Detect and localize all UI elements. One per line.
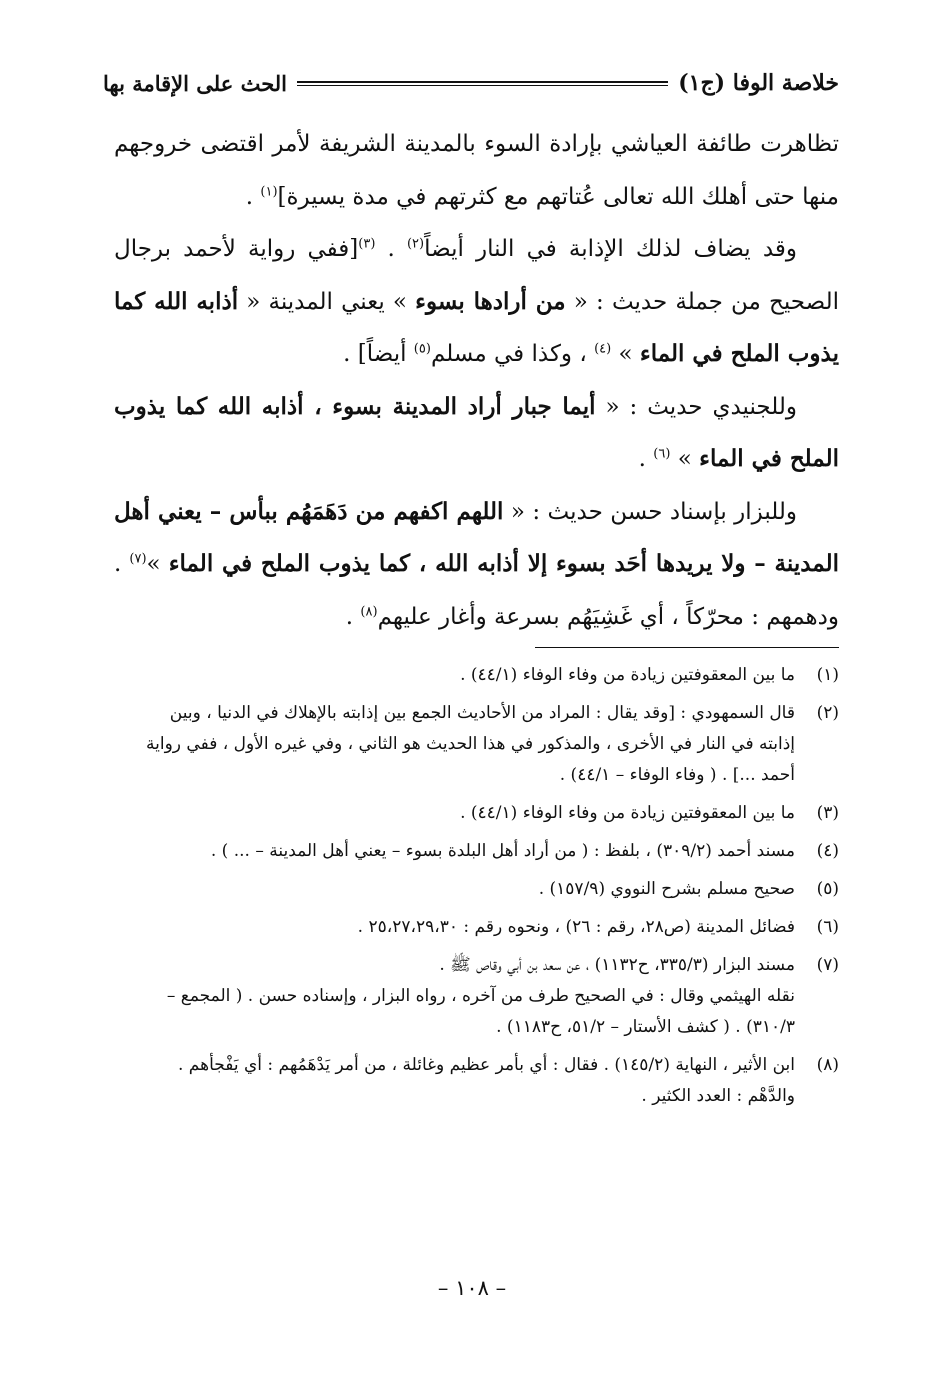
page-number: – ١٠٨ – — [437, 1276, 507, 1300]
footnote-text: نقله الهيثمي وقال : في الصحيح طرف من آخره ، رواه البزار ، وإسناده حسن . ( المجمع – — [166, 986, 795, 1006]
footnote-text: فضائل المدينة (ص٢٨، رقم : ٢٦) ، ونحوه رقم : ٢٥،٢٧،٢٩،٣٠ . — [357, 917, 795, 937]
footnote-ref: (٥) — [413, 341, 431, 357]
footnote — [108, 798, 839, 829]
footnote-ref: (٨) — [360, 603, 378, 619]
footnote-number: (٣) — [816, 803, 839, 823]
footnote-separator — [535, 647, 839, 648]
footnote — [108, 912, 839, 943]
footnote-number: (٧) — [816, 955, 839, 975]
footnote-ref: (٧) — [129, 551, 147, 567]
footnote-text: مسند أحمد (٣٠٩/٢) ، بلفظ : ( من أراد أهل البلدة بسوء – يعني أهل المدينة – ... ) . — [210, 841, 795, 861]
footnote — [108, 950, 839, 1043]
footnote — [108, 874, 839, 905]
footnote-ref: (٢) — [406, 236, 425, 252]
header-rule — [297, 81, 668, 86]
footnote-number: (٦) — [816, 917, 839, 937]
footnote-ref: (١) — [260, 183, 278, 199]
footnote-text: ٣١٠/٣) . ( كشف الأستار – ٥١/٢، ح١١٨٣) . — [496, 1017, 795, 1037]
footnote-text: إذابته في النار في الأخرى ، والمذكور في هذا الحديث هو الثاني ، وفي غيره الأول ، ففي رواية — [146, 734, 795, 754]
footnote — [108, 1050, 839, 1112]
footnote-number: (٤) — [816, 841, 839, 861]
footnote — [108, 660, 839, 691]
footnote-number: (٥) — [816, 879, 839, 899]
footnote-number: (٢) — [816, 703, 839, 723]
footnotes — [108, 660, 839, 1119]
footnote-text: صحيح مسلم بشرح النووي (١٥٧/٩) . — [538, 879, 795, 899]
footnote-text: ما بين المعقوفتين زيادة من وفاء الوفاء (٤٤/١) . — [460, 803, 795, 823]
footnote-text: أحمد ...] . ( وفاء الوفاء – ٤٤/١) . — [559, 765, 795, 785]
hadith-text: اللهم اكفهم من دَهَمَهُم ببأس – يعني أهل المدينة – ولا يريدها أحَد بسوء إلا أذابه الله ، كما يذوب الملح في الماء — [114, 497, 840, 577]
hadith-text: أيما جبار أراد المدينة بسوء ، أذابه الله كما يذوب الملح في الماء — [114, 392, 839, 472]
footnote-text: والدَّهْم : العدد الكثير . — [641, 1086, 795, 1106]
paragraph: تظاهرت طائفة العياشي بإرادة السوء بالمدينة الشريفة لأمر اقتضى خروجهم منها حتى أهلك الله تعالى عُتاتهم مع كثرتهم في مدة يسيرة]$^{(١)}$ . — [114, 131, 839, 210]
hadith-text: أذابه الله كما يذوب الملح في الماء — [114, 287, 839, 367]
footnote — [108, 836, 839, 867]
footnote-number: (٨) — [816, 1055, 839, 1075]
footnote-ref: (٤) — [594, 341, 612, 357]
footnote-ref: (٦) — [653, 446, 671, 462]
footnote-text: قال السمهودي : [وقد يقال : المراد من الأحاديث الجمع بين إذابته بالإهلاك في الدنيا ، وبين — [169, 703, 795, 723]
paragraph: وقد يضاف لذلك الإذابة في النار أيضاً$^{(٢)}$ . $^{(٣)}$[ففي رواية لأحمد برجال الصحيح من جملة حديث : « من أرادها بسوء » يعني المدينة « أذابه الله كما يذوب الملح في الماء » $^{(٤)}$ ، وكذا في مسلم$^{(٥)}$ أيضاً] . — [114, 236, 840, 367]
running-header — [103, 66, 839, 100]
hadith-text: من أرادها بسوء — [415, 287, 566, 315]
main-text — [114, 118, 839, 643]
chapter-title: الحث على الإقامة بها — [103, 70, 288, 96]
footnote-text: مسند البزار (٣٣٥/٣، ح١١٣٢) ، عن سعد بن أبي وقاص ﷺ . — [439, 955, 795, 975]
footnote-text: ابن الأثير ، النهاية (١٤٥/٢) . فقال : أي بأمر عظيم وغائلة ، من أمر يَدْهَمُهم : أي يَفْجأهم . — [177, 1055, 795, 1075]
paragraph: وللجنيدي حديث : « أيما جبار أراد المدينة بسوء ، أذابه الله كما يذوب الملح في الماء » $^{(٦)}$ . — [114, 392, 839, 472]
footnote-number: (١) — [816, 665, 839, 685]
book-title: خلاصة الوفا (ج١) — [678, 70, 839, 96]
footnote-text: ما بين المعقوفتين زيادة من وفاء الوفاء (٤٤/١) . — [460, 665, 795, 685]
footnote-ref: (٣) — [358, 236, 376, 252]
paragraph: وللبزار بإسناد حسن حديث : « اللهم اكفهم من دَهَمَهُم ببأس – يعني أهل المدينة – ولا يريدها أحَد بسوء إلا أذابه الله ، كما يذوب الملح في الماء »$^{(٧)}$ . ودهمهم : محرّكاً ، أي غَشِيَهُم بسرعة وأغار عليهم$^{(٨)}$ . — [114, 497, 840, 630]
footnote — [108, 698, 839, 791]
